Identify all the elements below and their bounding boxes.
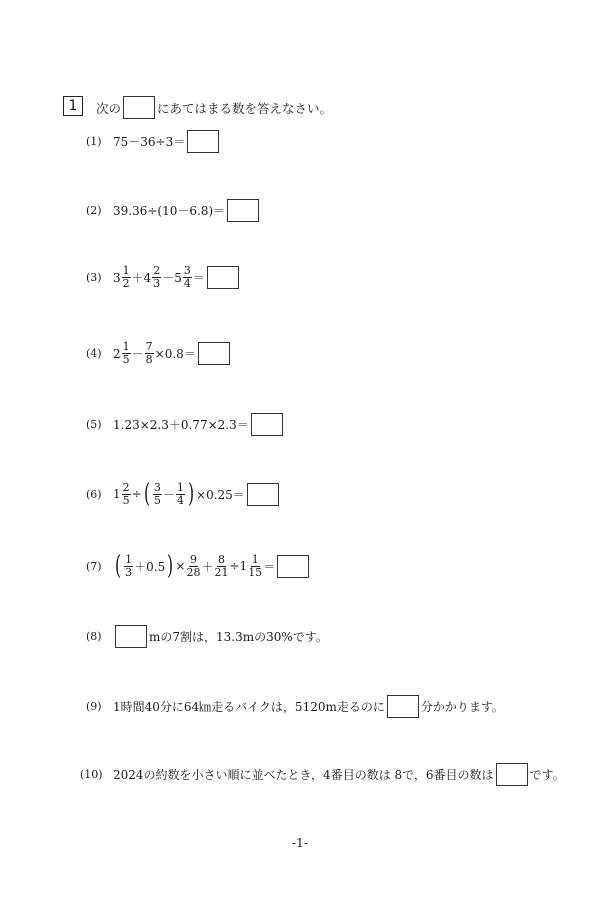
problem-9 <box>86 695 504 718</box>
problem-5 <box>86 413 285 436</box>
expression <box>113 265 241 290</box>
denominator: 5 <box>122 353 130 366</box>
numerator: 1 <box>176 480 184 494</box>
numerator: 9 <box>189 552 197 566</box>
expression-text: －5 <box>162 271 182 285</box>
expression <box>113 695 504 718</box>
problem-3 <box>86 265 241 290</box>
denominator: 5 <box>122 493 130 507</box>
problem-6 <box>86 481 281 507</box>
problem-label: (7) <box>86 559 102 573</box>
expression-text: ÷ <box>131 487 142 501</box>
problem-label: (5) <box>86 418 102 431</box>
expression <box>113 341 232 366</box>
instruction-text-before: 次の <box>96 100 122 116</box>
numerator: 3 <box>183 264 191 277</box>
answer-box[interactable] <box>207 266 239 289</box>
fraction <box>176 482 185 507</box>
fraction <box>183 265 192 290</box>
fraction <box>248 554 262 579</box>
denominator: 4 <box>183 277 191 290</box>
problem-1 <box>86 130 221 153</box>
fraction <box>124 554 133 579</box>
numerator: 1 <box>125 552 133 566</box>
problem-2 <box>86 199 261 222</box>
problem-label: (2) <box>86 204 102 217</box>
numerator: 3 <box>153 480 161 494</box>
expression-text: × <box>175 559 186 573</box>
expression-text: 1時間40分に64㎞走るバイクは，5120m走るのに <box>113 700 385 714</box>
parenthesis: ( <box>143 479 150 509</box>
numerator: 7 <box>145 340 153 353</box>
problem-10 <box>80 763 565 786</box>
denominator: 28 <box>186 565 201 579</box>
denominator: 2 <box>122 277 130 290</box>
question-number: 1 <box>63 96 83 116</box>
expression-text: 39.36÷(10－6.8)＝ <box>113 204 226 218</box>
denominator: 15 <box>248 565 263 579</box>
parenthesis: ) <box>167 551 174 581</box>
fraction <box>122 265 131 290</box>
expression <box>113 553 311 579</box>
numerator: 1 <box>122 264 130 277</box>
numerator: 1 <box>251 552 259 566</box>
fraction <box>186 554 200 579</box>
expression <box>113 481 281 507</box>
expression-text: ＝ <box>263 559 276 574</box>
expression-text: mの7割は，13.3mの30%です。 <box>149 630 328 644</box>
numerator: 1 <box>122 340 130 353</box>
instruction-text-after: にあてはまる数を答えなさい。 <box>157 100 333 116</box>
problem-label: (1) <box>86 135 102 148</box>
problem-label: (3) <box>86 271 102 284</box>
expression-text: 分かかります。 <box>420 700 504 714</box>
denominator: 4 <box>176 493 184 507</box>
problem-label: (9) <box>86 700 102 713</box>
problem-label: (6) <box>86 487 102 501</box>
expression-text: 3 <box>113 270 121 285</box>
expression-text: ＝ <box>192 271 205 285</box>
denominator: 3 <box>125 565 133 579</box>
answer-box-example <box>123 96 155 119</box>
expression-text: です。 <box>529 768 565 782</box>
page-number: -1- <box>292 836 308 850</box>
expression-text: 1 <box>113 487 121 501</box>
expression <box>113 199 261 222</box>
expression-text: － <box>131 347 144 361</box>
fraction <box>122 341 131 366</box>
answer-box[interactable] <box>227 199 259 222</box>
question-instruction <box>96 96 332 119</box>
problem-4 <box>86 341 232 366</box>
expression-text: ＋4 <box>131 271 152 285</box>
denominator: 8 <box>145 353 153 366</box>
denominator: 5 <box>153 493 161 507</box>
fraction <box>145 341 154 366</box>
expression-text: ＋ <box>201 559 214 574</box>
answer-box[interactable] <box>496 763 528 786</box>
expression-text: 1.23×2.3＋0.77×2.3＝ <box>113 418 249 432</box>
answer-box[interactable] <box>251 413 283 436</box>
expression-text: ×0.8＝ <box>154 347 196 361</box>
expression-text: 2024の約数を小さい順に並べたとき，4番目の数は 8で，6番目の数は <box>113 768 494 782</box>
answer-box[interactable] <box>187 130 219 153</box>
fraction <box>214 554 228 579</box>
problem-label: (4) <box>86 347 102 360</box>
expression-text: ＋0.5 <box>134 559 166 574</box>
numerator: 2 <box>122 480 130 494</box>
problem-label: (10) <box>80 768 103 781</box>
answer-box[interactable] <box>115 625 147 648</box>
parenthesis: ( <box>115 551 122 581</box>
answer-box[interactable] <box>387 695 419 718</box>
expression <box>113 413 285 436</box>
expression <box>113 625 328 648</box>
denominator: 3 <box>153 277 161 290</box>
fraction <box>152 265 161 290</box>
problem-7 <box>86 553 311 579</box>
numerator: 8 <box>217 552 225 566</box>
fraction <box>153 482 162 507</box>
expression-text: ÷1 <box>229 559 248 573</box>
expression <box>113 763 565 786</box>
answer-box[interactable] <box>198 342 230 365</box>
answer-box[interactable] <box>277 555 309 578</box>
problem-label: (8) <box>86 630 102 643</box>
answer-box[interactable] <box>247 483 279 506</box>
expression-text: 2 <box>113 346 121 361</box>
expression-text: ×0.25＝ <box>196 487 245 502</box>
expression-text: 75－36÷3＝ <box>113 135 186 149</box>
expression-text: － <box>162 487 175 502</box>
expression <box>113 130 221 153</box>
denominator: 21 <box>214 565 229 579</box>
numerator: 2 <box>153 264 161 277</box>
problem-8 <box>86 625 328 648</box>
fraction <box>122 482 131 507</box>
parenthesis: ) <box>187 479 194 509</box>
